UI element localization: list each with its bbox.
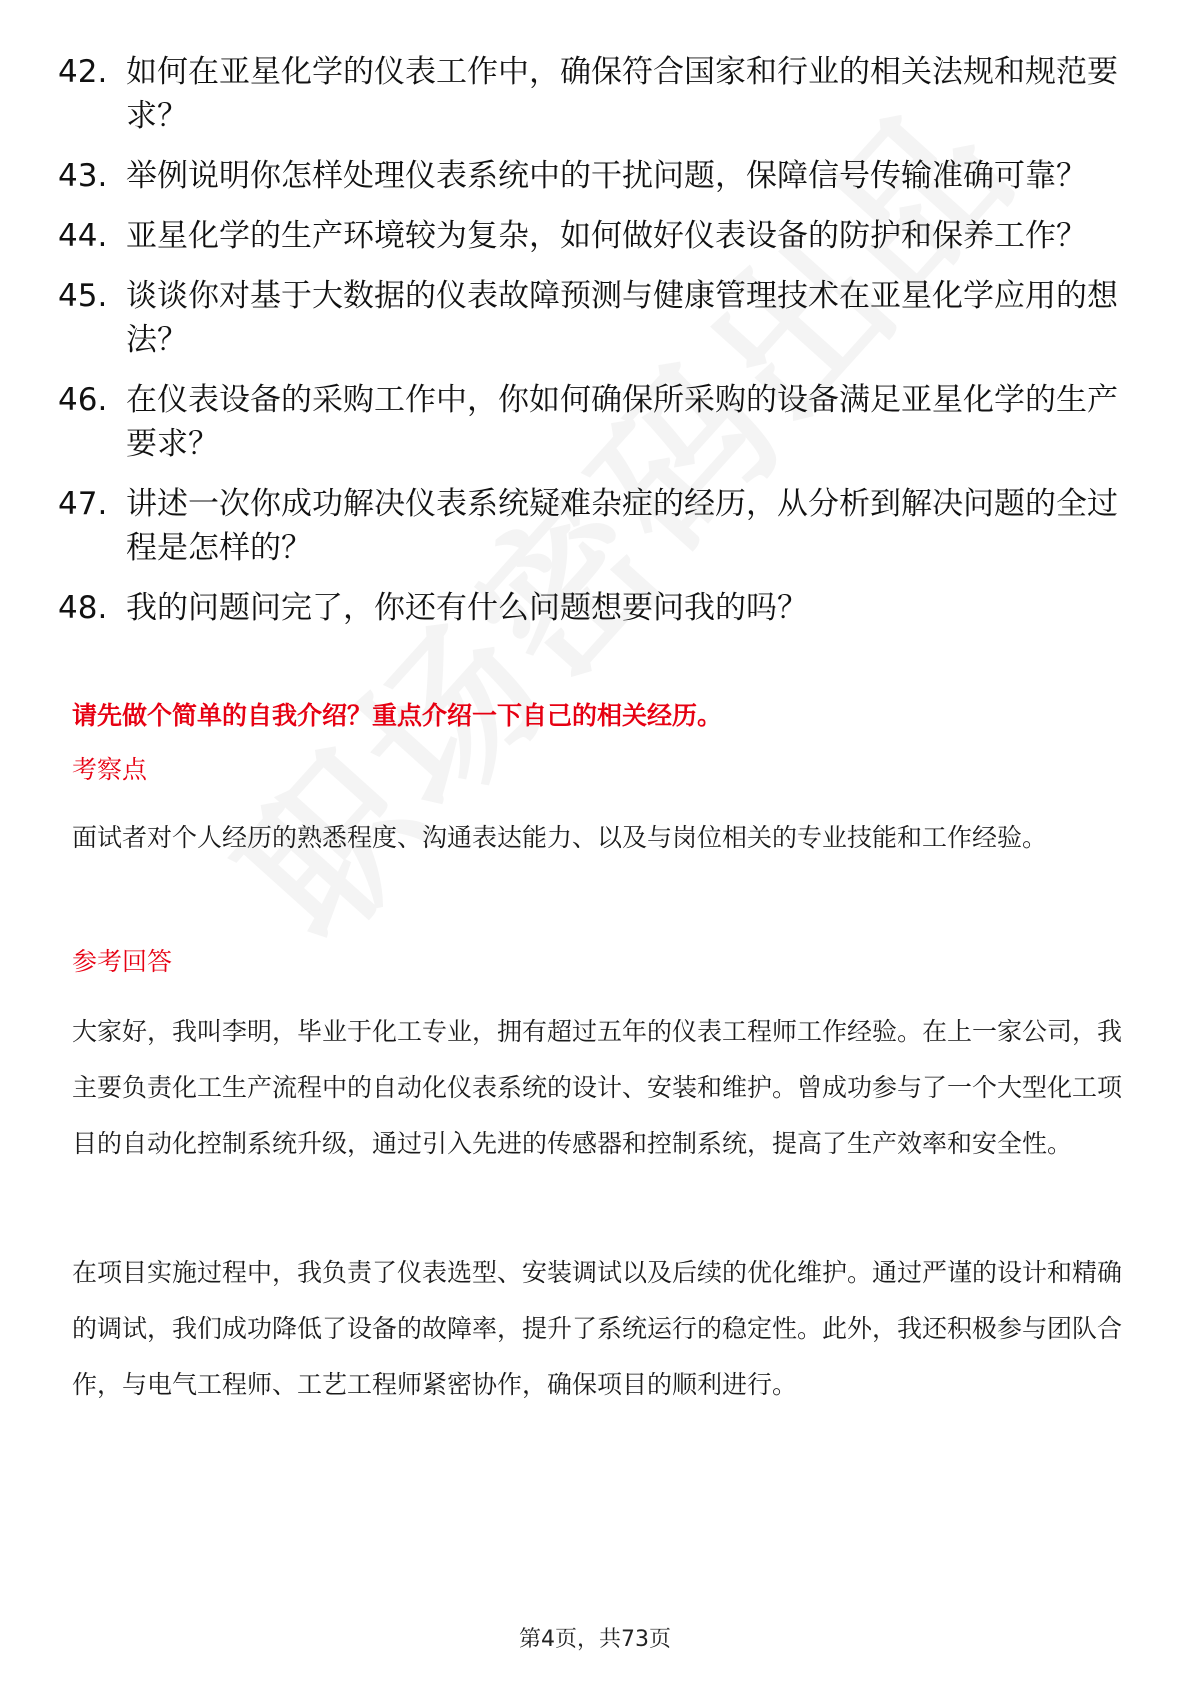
question-number: 45. (58, 278, 108, 314)
question-text: 谈谈你对基于大数据的仪表故障预测与健康管理技术在亚星化学应用的想法？ (126, 278, 1118, 358)
section-question-heading: 请先做个简单的自我介绍？重点介绍一下自己的相关经历。 (72, 701, 723, 730)
question-item (58, 586, 1118, 630)
question-number: 43. (58, 158, 108, 194)
question-number: 47. (58, 486, 108, 522)
answer-paragraph-2: 在项目实施过程中，我负责了仪表选型、安装调试以及后续的优化维护。通过严谨的设计和精确的调试，我们成功降低了设备的故障率，提升了系统运行的稳定性。此外，我还积极参与团队合作，与电气工程师、工艺工程师紧密协作，确保项目的顺利进行。 (72, 1258, 1123, 1399)
page-number: 第4页，共73页 (519, 1627, 671, 1652)
answer-paragraph-1: 大家好，我叫李明，毕业于化工专业，拥有超过五年的仪表工程师工作经验。在上一家公司，我主要负责化工生产流程中的自动化仪表系统的设计、安装和维护。曾成功参与了一个大型化工项目的自动化控制系统升级，通过引入先进的传感器和控制系统，提高了生产效率和安全性。 (72, 1017, 1123, 1158)
question-number: 44. (58, 218, 108, 254)
question-text: 讲述一次你成功解决仪表系统疑难杂症的经历，从分析到解决问题的全过程是怎样的？ (126, 486, 1118, 566)
question-number: 46. (58, 382, 108, 418)
question-text: 如何在亚星化学的仪表工作中，确保符合国家和行业的相关法规和规范要求？ (126, 54, 1118, 134)
answer-label: 参考回答 (72, 947, 173, 976)
question-text: 亚星化学的生产环境较为复杂，如何做好仪表设备的防护和保养工作？ (126, 218, 1087, 254)
question-number: 48. (58, 590, 108, 626)
question-item (58, 274, 1118, 362)
question-item (58, 50, 1118, 138)
question-list (58, 50, 1118, 646)
question-item (58, 378, 1118, 466)
question-item (58, 482, 1118, 570)
question-item (58, 214, 1118, 258)
question-text: 在仪表设备的采购工作中，你如何确保所采购的设备满足亚星化学的生产要求？ (126, 382, 1118, 462)
focus-text: 面试者对个人经历的熟悉程度、沟通表达能力、以及与岗位相关的专业技能和工作经验。 (72, 823, 1048, 852)
question-text: 举例说明你怎样处理仪表系统中的干扰问题，保障信号传输准确可靠？ (126, 158, 1087, 194)
focus-label: 考察点 (72, 755, 148, 784)
question-item (58, 154, 1118, 198)
question-text: 我的问题问完了，你还有什么问题想要问我的吗？ (126, 590, 808, 626)
question-number: 42. (58, 54, 108, 90)
